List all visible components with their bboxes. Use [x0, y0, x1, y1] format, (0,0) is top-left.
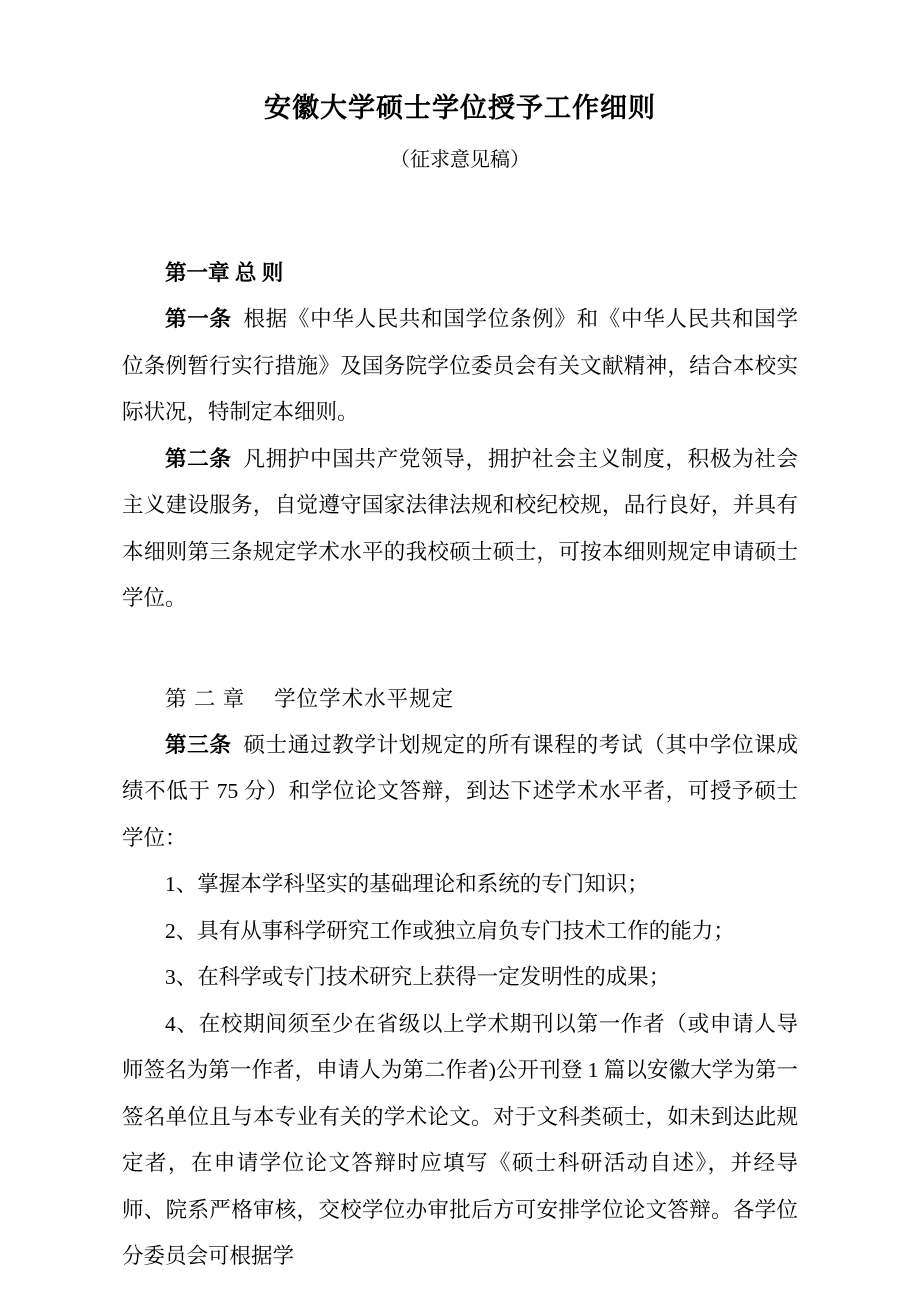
clause-2-label: 第二条: [165, 446, 232, 471]
list-item-1: 1、掌握本学科坚实的基础理论和系统的专门知识；: [165, 872, 649, 896]
list-item-2: 2、具有从事科学研究工作或独立肩负专门技术工作的能力；: [165, 918, 735, 943]
clause-1-label: 第一条: [165, 307, 232, 331]
list-item-4: 4、在校期间须至少在省级以上学术期刊以第一作者（或申请人导师签名为第一作者，申请人为第二作者)公开刊登 1 篇以安徽大学为第一签名单位且与本专业有关的学术论文。对于文科类硕士，如未到达此规定者，在申请学位论文答辩时应填写《硕士科研活动自述》，并经导师、院系严格审核，交校学位办审批后方可安排学位论文答辩。各学位分委员会可根据学: [122, 1011, 798, 1268]
chapter-1-paragraph-2: [122, 436, 798, 622]
chapter-1-paragraph-1: [122, 296, 798, 436]
list-item-3: 3、在科学或专门技术研究上获得一定发明性的成果；: [165, 965, 671, 989]
clause-2-text: 凡拥护中国共产党领导，拥护社会主义制度，积极为社会主义建设服务，自觉遵守国家法律法规和校纪校规，品行良好，并具有本细则第三条规定学术水平的我校硕士硕士，可按本细则规定申请硕士学位。: [122, 446, 798, 610]
clause-3-text: 硕士通过教学计划规定的所有课程的考试（其中学位课成绩不低于 75 分）和学位论文答辩，到达下述学术水平者，可授予硕士学位：: [122, 732, 798, 850]
clause-1-text: 根据《中华人民共和国学位条例》和《中华人民共和国学位条例暂行实行措施》及国务院学位委员会有关文献精神，结合本校实际状况，特制定本细则。: [122, 307, 798, 424]
chapter-2-paragraph-1: [122, 722, 798, 862]
clause-3-label: 第三条: [165, 732, 232, 757]
chapter-2-heading: 第 二 章 学位学术水平规定: [165, 686, 455, 711]
document-subtitle: （征求意见稿）: [390, 149, 530, 171]
document-title: 安徽大学硕士学位授予工作细则: [264, 93, 656, 123]
chapter-1-heading: 第一章 总 则: [165, 261, 284, 285]
